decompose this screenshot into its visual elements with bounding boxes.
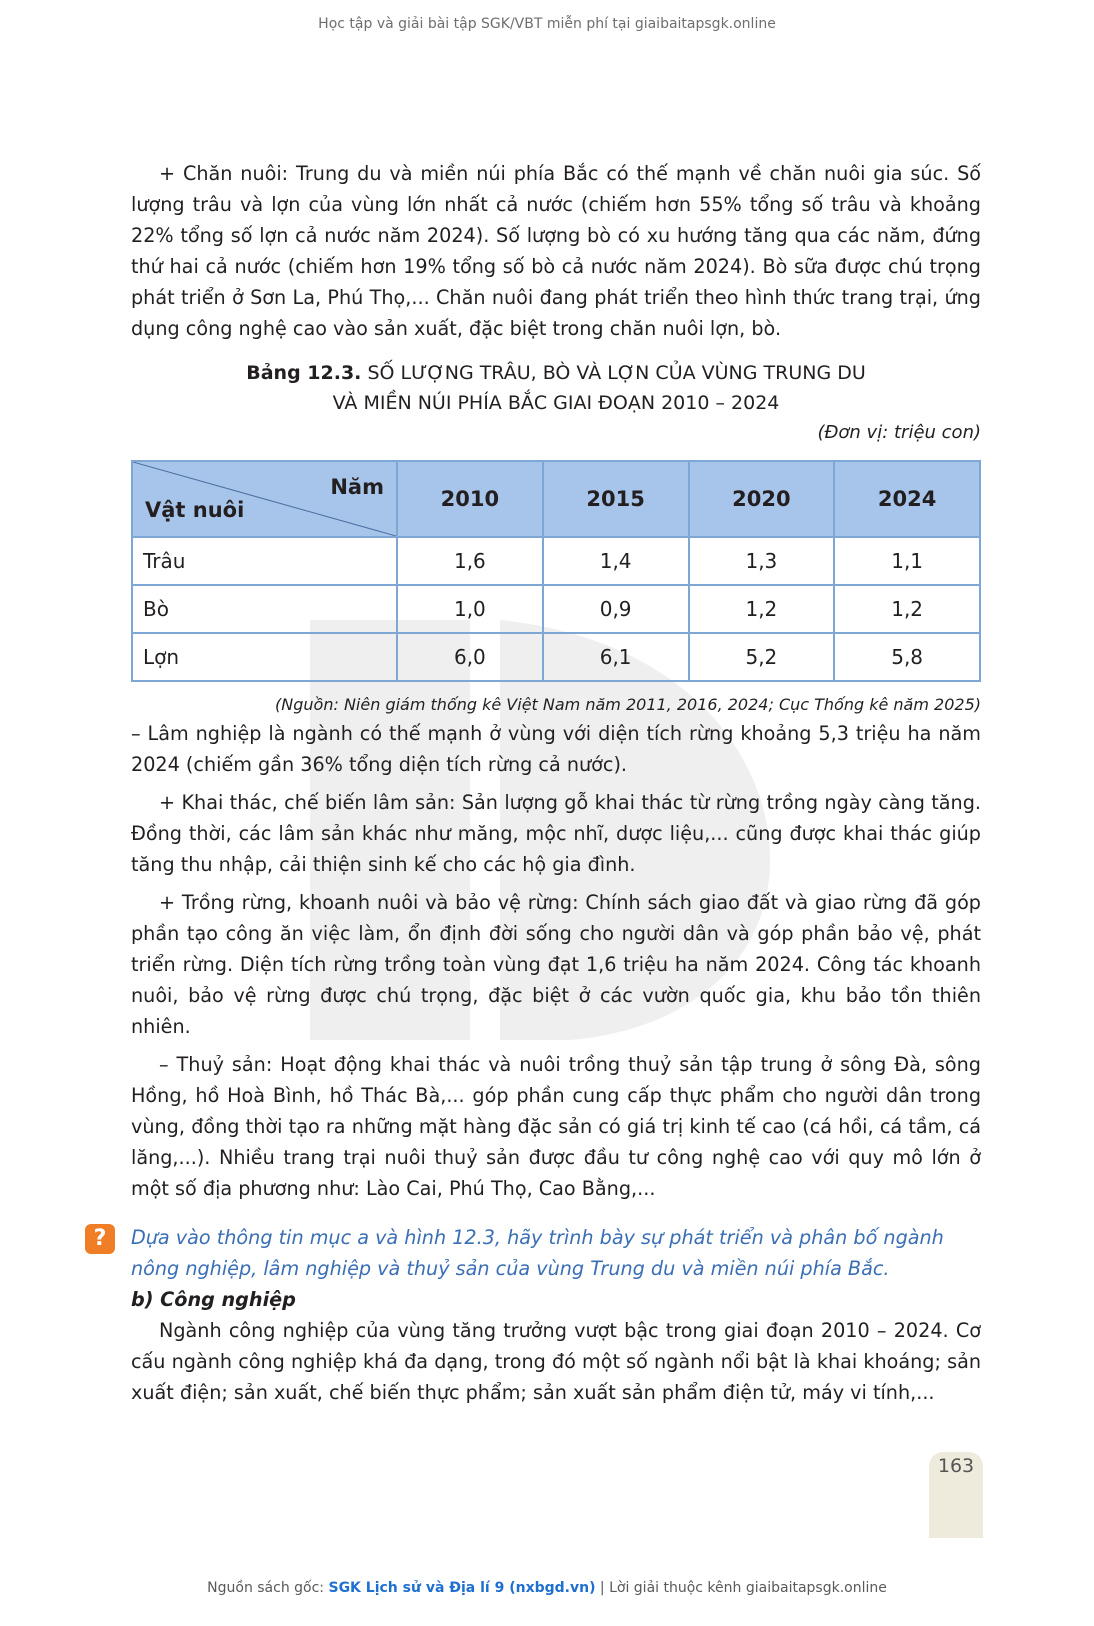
main-content: [93, 158, 981, 1408]
section-heading: b) Công nghiệp: [131, 1288, 296, 1311]
question-icon: ?: [85, 1224, 115, 1254]
table-cell: 1,2: [834, 585, 980, 633]
row-label: Lợn: [132, 633, 397, 681]
livestock-table: [131, 460, 981, 682]
table-row: [132, 585, 980, 633]
table-cell: 6,1: [543, 633, 689, 681]
year-header: 2020: [689, 461, 835, 537]
table-title-line1: [131, 358, 981, 388]
top-banner: Học tập và giải bài tập SGK/VBT miễn phí tại giaibaitapsgk.online: [318, 16, 776, 32]
table-title-text: SỐ LƯỢNG TRÂU, BÒ VÀ LỢN CỦA VÙNG TRUNG DU: [367, 362, 866, 384]
paragraph-forest-planting: + Trồng rừng, khoanh nuôi và bảo vệ rừng: Chính sách giao đất và giao rừng đã góp phần tạo công ăn việc làm, ổn định đời sống cho người dân và góp phần bảo vệ, phát triển rừng. Diện tích rừng trồng toàn vùng đạt 1,6 triệu ha năm 2024. Công tác khoanh nuôi, bảo vệ rừng được chú trọng, đặc biệt ở các vườn quốc gia, khu bảo tồn thiên nhiên.: [131, 891, 981, 1038]
table-header-row: [132, 461, 980, 537]
footer: [0, 1580, 1094, 1596]
footer-prefix: Nguồn sách gốc:: [207, 1580, 329, 1596]
paragraph-forestry: – Lâm nghiệp là ngành có thế mạnh ở vùng với diện tích rừng khoảng 5,3 triệu ha năm 2024 (chiếm gần 36% tổng diện tích rừng cả nước).: [131, 722, 981, 776]
table-source: (Nguồn: Niên giám thống kê Việt Nam năm 2011, 2016, 2024; Cục Thống kê năm 2025): [275, 695, 981, 714]
table-title: [131, 358, 981, 418]
table-cell: 1,1: [834, 537, 980, 585]
paragraph-livestock: + Chăn nuôi: Trung du và miền núi phía Bắc có thế mạnh về chăn nuôi gia súc. Số lượng trâu và lợn của vùng lớn nhất cả nước (chiếm hơn 55% tổng số trâu và khoảng 22% tổng số lợn cả nước năm 2024). Số lượng bò có xu hướng tăng qua các năm, đứng thứ hai cả nước (chiếm hơn 19% tổng số bò cả nước năm 2024). Bò sữa được chú trọng phát triển ở Sơn La, Phú Thọ,... Chăn nuôi đang phát triển theo hình thức trang trại, ứng dụng công nghệ cao vào sản xuất, đặc biệt trong chăn nuôi lợn, bò.: [131, 162, 981, 340]
footer-suffix: | Lời giải thuộc kênh giaibaitapsgk.online: [595, 1580, 887, 1596]
table-row: [132, 537, 980, 585]
table-unit: (Đơn vị: triệu con): [817, 422, 981, 443]
table-cell: 1,3: [689, 537, 835, 585]
footer-book-link[interactable]: SGK Lịch sử và Địa lí 9 (nxbgd.vn): [328, 1580, 596, 1596]
table-corner-cell: [132, 461, 397, 537]
corner-animal-label: Vật nuôi: [145, 498, 245, 522]
row-label: Bò: [132, 585, 397, 633]
table-cell: 1,4: [543, 537, 689, 585]
year-header: 2010: [397, 461, 543, 537]
paragraph-fisheries: – Thuỷ sản: Hoạt động khai thác và nuôi trồng thuỷ sản tập trung ở sông Đà, sông Hồng, hồ Hoà Bình, hồ Thác Bà,... góp phần cung cấp thực phẩm cho người dân trong vùng, đồng thời tạo ra những mặt hàng đặc sản có giá trị kinh tế cao (cá hồi, cá tầm, cá lăng,...). Nhiều trang trại nuôi thuỷ sản được đầu tư công nghệ cao với quy mô lớn ở một số địa phương như: Lào Cai, Phú Thọ, Cao Bằng,...: [131, 1053, 981, 1200]
paragraph-forest-exploitation: + Khai thác, chế biến lâm sản: Sản lượng gỗ khai thác từ rừng trồng ngày càng tăng. Đồng thời, các lâm sản khác như măng, mộc nhĩ, dược liệu,... cũng được khai thác giúp tăng thu nhập, cải thiện sinh kế cho các hộ gia đình.: [131, 791, 981, 876]
table-cell: 1,0: [397, 585, 543, 633]
table-row: [132, 633, 980, 681]
table-label: Bảng 12.3.: [246, 362, 362, 384]
question-text: Dựa vào thông tin mục a và hình 12.3, hãy trình bày sự phát triển và phân bố ngành nông nghiệp, lâm nghiệp và thuỷ sản của vùng Trung du và miền núi phía Bắc.: [131, 1226, 944, 1280]
table-cell: 6,0: [397, 633, 543, 681]
table-cell: 1,6: [397, 537, 543, 585]
table-cell: 0,9: [543, 585, 689, 633]
row-label: Trâu: [132, 537, 397, 585]
corner-year-label: Năm: [330, 475, 384, 499]
page-number: 163: [937, 1455, 975, 1477]
table-title-line2: VÀ MIỀN NÚI PHÍA BẮC GIAI ĐOẠN 2010 – 2024: [332, 392, 780, 414]
paragraph-industry: Ngành công nghiệp của vùng tăng trưởng vượt bậc trong giai đoạn 2010 – 2024. Cơ cấu ngành công nghiệp khá đa dạng, trong đó một số ngành nổi bật là khai khoáng; sản xuất điện; sản xuất, chế biến thực phẩm; sản xuất sản phẩm điện tử, máy vi tính,...: [131, 1319, 981, 1404]
table-cell: 5,8: [834, 633, 980, 681]
table-cell: 1,2: [689, 585, 835, 633]
year-header: 2024: [834, 461, 980, 537]
year-header: 2015: [543, 461, 689, 537]
question-block: [93, 1222, 981, 1284]
table-cell: 5,2: [689, 633, 835, 681]
